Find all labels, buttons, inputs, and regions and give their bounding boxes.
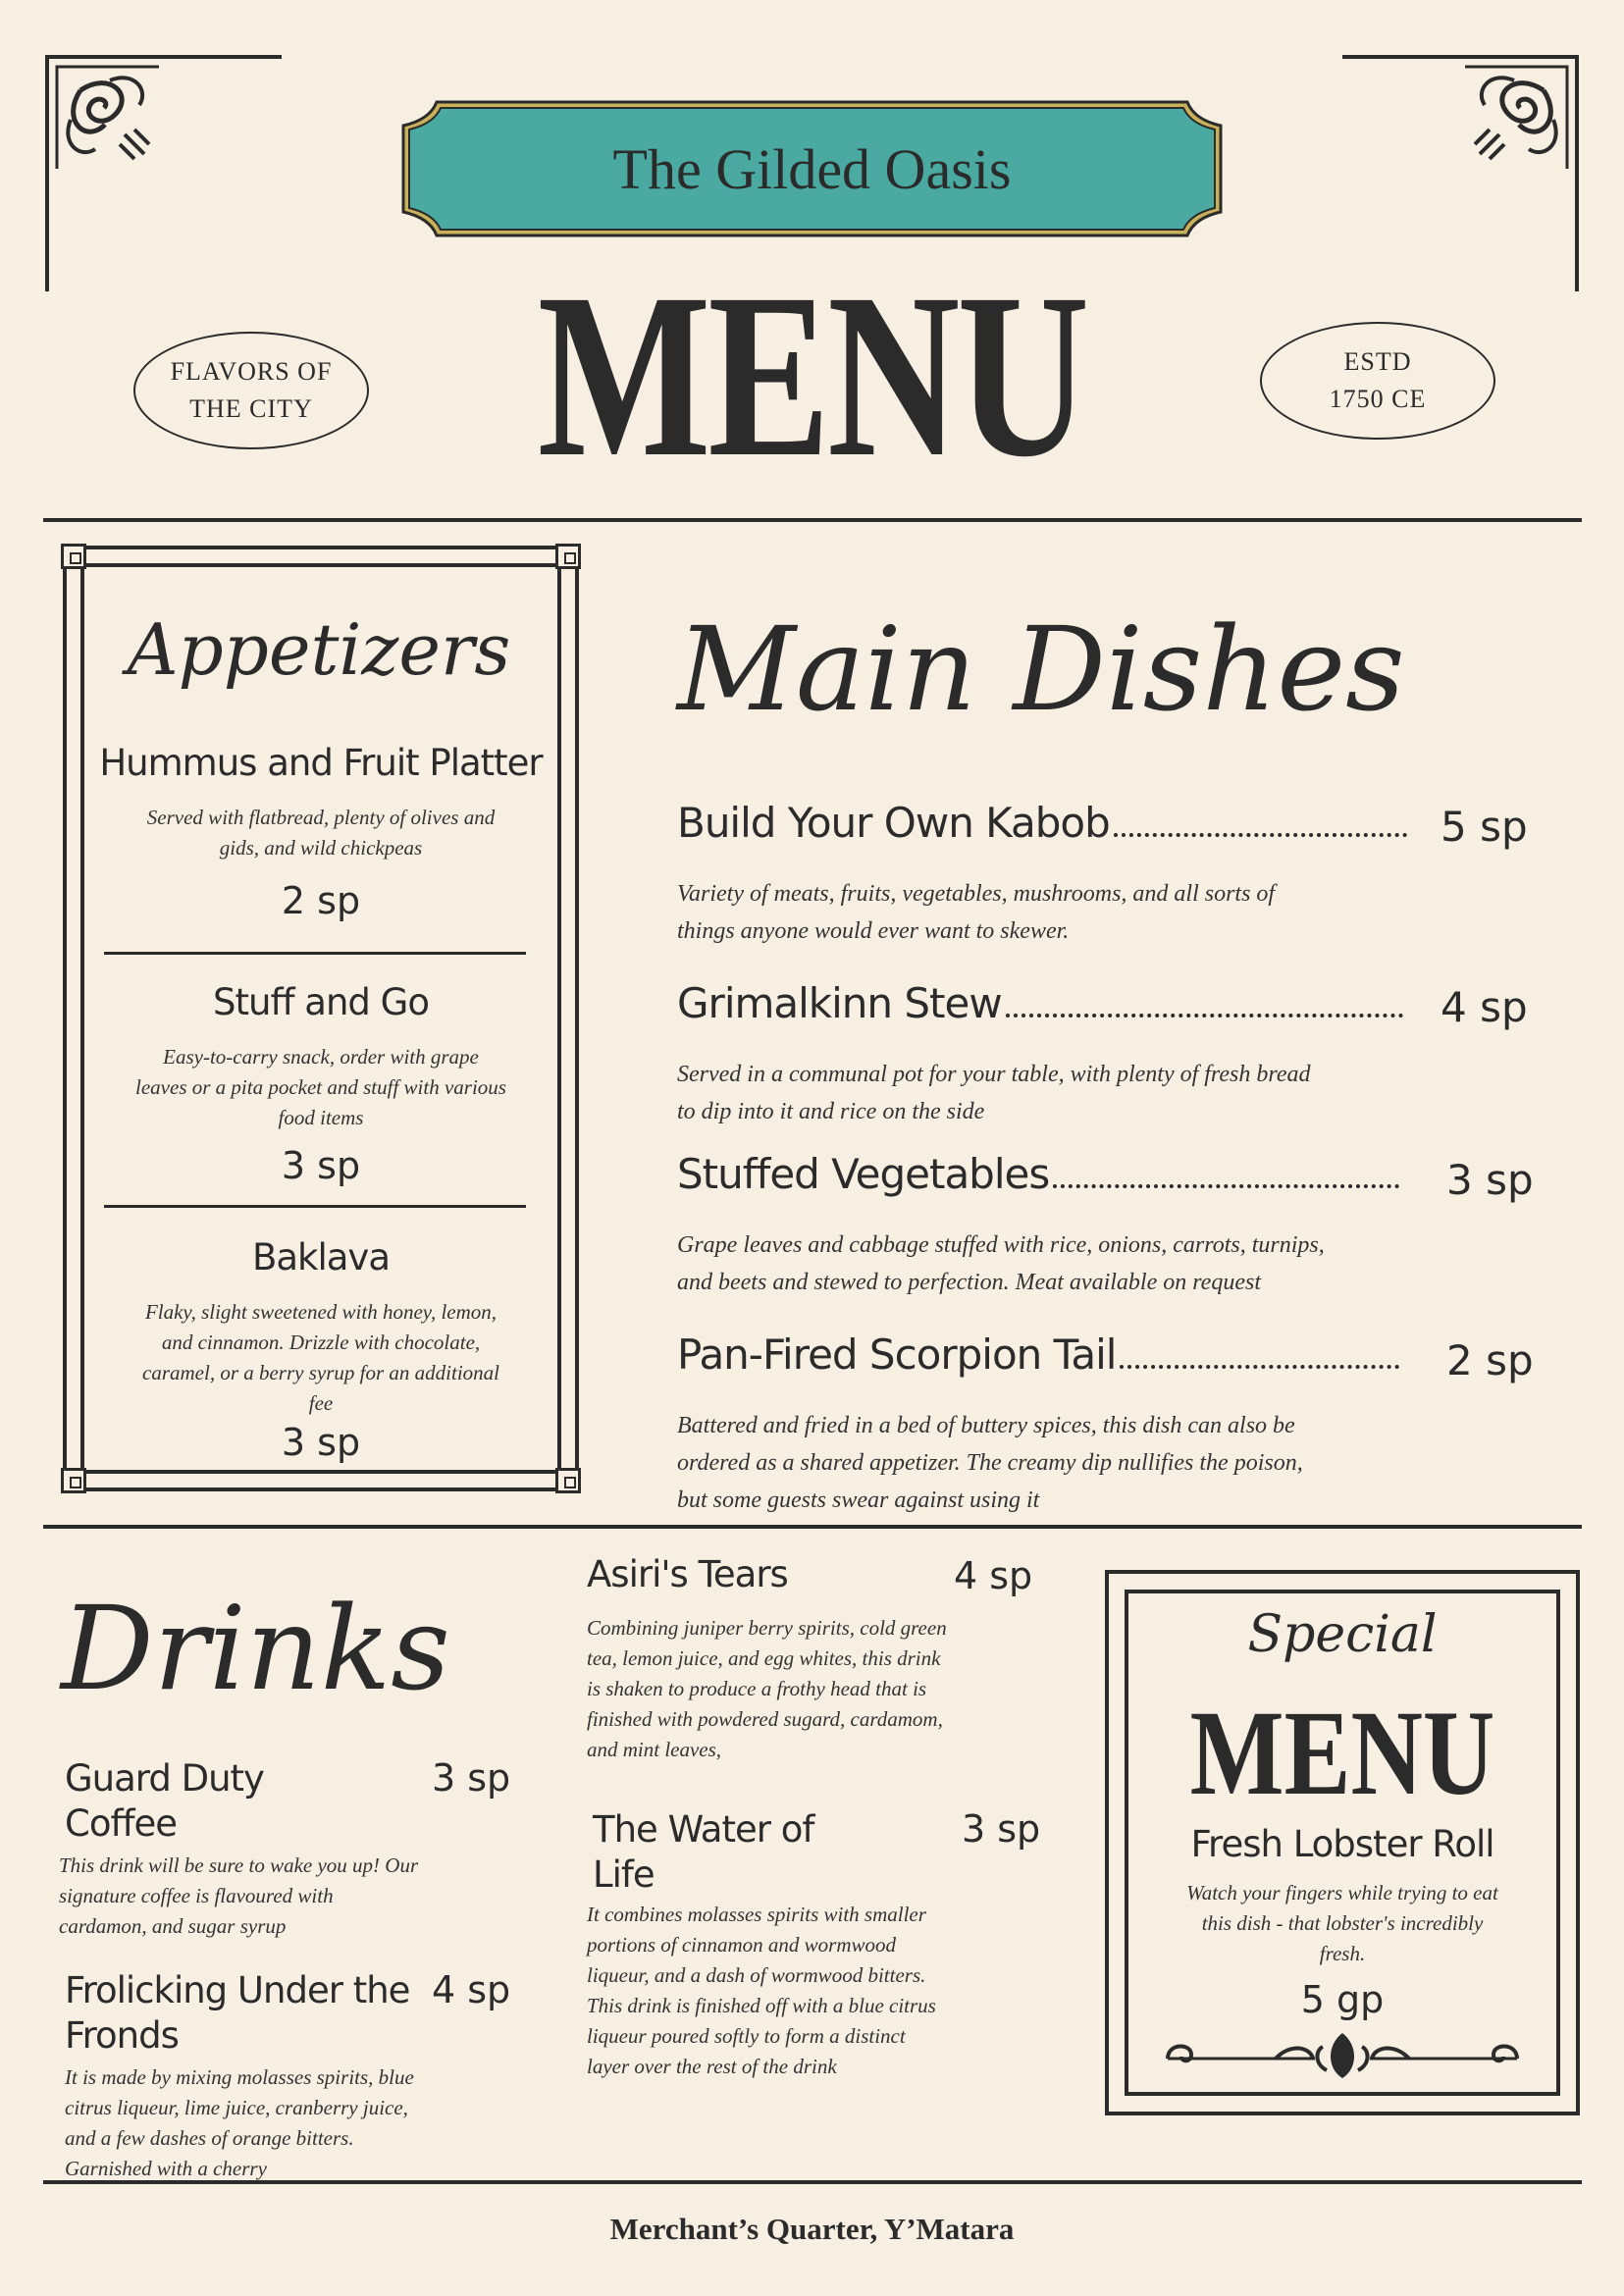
drink-name-line: Guard Duty bbox=[65, 1757, 264, 1800]
appetizer-price: 3 sp bbox=[281, 1144, 361, 1187]
left-badge bbox=[133, 332, 369, 449]
desc-line: to dip into it and rice on the side bbox=[677, 1099, 985, 1124]
drinks-heading: Drinks bbox=[61, 1581, 450, 1716]
main-dish-name: Grimalkinn Stew bbox=[677, 979, 1002, 1027]
drink-desc bbox=[59, 1851, 510, 1942]
main-dish-price: 2 sp bbox=[1446, 1336, 1534, 1384]
desc-line: Watch your fingers while trying to eat bbox=[1186, 1881, 1498, 1905]
main-dish-title bbox=[677, 799, 1415, 847]
drink-name bbox=[593, 1807, 946, 1898]
appetizer-price: 3 sp bbox=[281, 1421, 361, 1464]
corner-ornament-left-icon bbox=[41, 51, 287, 296]
frame-corner-icon bbox=[555, 544, 581, 569]
drink-desc bbox=[587, 1613, 1019, 1765]
desc-line: but some guests swear against using it bbox=[677, 1487, 1040, 1513]
desc-line: food items bbox=[278, 1106, 364, 1129]
desc-line: This drink will be sure to wake you up! Our bbox=[59, 1853, 419, 1877]
leader-dots bbox=[1006, 1014, 1403, 1018]
desc-line: Grape leaves and cabbage stuffed with rice, onions, carrots, turnips, bbox=[677, 1232, 1325, 1258]
special-item: Fresh Lobster Roll bbox=[1190, 1823, 1494, 1865]
drink-name-line: Frolicking Under the bbox=[65, 1969, 410, 2011]
desc-line: is shaken to produce a frothy head that is bbox=[587, 1677, 927, 1700]
appetizer-divider bbox=[104, 1205, 526, 1208]
drink-price: 4 sp bbox=[432, 1968, 511, 2011]
appetizer-name: Hummus and Fruit Platter bbox=[99, 742, 543, 784]
main-dish-price: 5 sp bbox=[1441, 803, 1528, 851]
desc-line: Combining juniper berry spirits, cold green bbox=[587, 1616, 947, 1640]
desc-line: layer over the rest of the drink bbox=[587, 2055, 837, 2078]
drink-price: 3 sp bbox=[432, 1756, 511, 1800]
left-badge-line-2: THE CITY bbox=[189, 394, 313, 423]
desc-line: cardamon, and sugar syrup bbox=[59, 1914, 287, 1938]
appetizer-desc bbox=[94, 1297, 548, 1419]
drink-name-line: The Water of bbox=[593, 1808, 814, 1851]
desc-line: caramel, or a berry syrup for an additional bbox=[142, 1361, 499, 1384]
main-dishes-heading: Main Dishes bbox=[677, 601, 1405, 737]
divider-bottom bbox=[43, 2180, 1582, 2184]
right-badge-line-1: ESTD bbox=[1343, 347, 1412, 376]
drink-desc bbox=[587, 1900, 1019, 2082]
appetizer-divider bbox=[104, 952, 526, 955]
desc-line: portions of cinnamon and wormwood bbox=[587, 1933, 897, 1957]
appetizer-price: 2 sp bbox=[281, 879, 361, 922]
main-dish-name: Stuffed Vegetables bbox=[677, 1150, 1050, 1198]
appetizer-name: Baklava bbox=[251, 1236, 390, 1278]
desc-line: Flaky, slight sweetened with honey, lemon, bbox=[144, 1300, 498, 1324]
drink-price: 4 sp bbox=[954, 1554, 1033, 1597]
frame-corner-icon bbox=[61, 1468, 86, 1493]
appetizers-heading: Appetizers bbox=[127, 608, 511, 691]
desc-line: Easy-to-carry snack, order with grape bbox=[163, 1045, 479, 1069]
divider-middle bbox=[43, 1525, 1582, 1529]
desc-line: liqueur poured softly to form a distinct bbox=[587, 2024, 906, 2048]
desc-line: and mint leaves, bbox=[587, 1738, 722, 1761]
desc-line: tea, lemon juice, and egg whites, this drink bbox=[587, 1646, 941, 1670]
main-dish-desc bbox=[677, 875, 1541, 950]
main-dish-name: Pan-Fired Scorpion Tail bbox=[677, 1331, 1117, 1379]
main-dish-title bbox=[677, 1331, 1407, 1379]
desc-line: and cinnamon. Drizzle with chocolate, bbox=[161, 1331, 481, 1354]
desc-line: ordered as a shared appetizer. The creamy dip nullifies the poison, bbox=[677, 1450, 1303, 1476]
desc-line: This drink is finished off with a blue citrus bbox=[587, 1994, 936, 2017]
desc-line: finished with powdered sugard, cardamom, bbox=[587, 1707, 943, 1731]
drink-name bbox=[65, 1968, 438, 2059]
page-title: MENU bbox=[537, 244, 1087, 505]
appetizer-desc bbox=[94, 803, 548, 863]
leader-dots bbox=[1114, 833, 1407, 837]
frame-corner-icon bbox=[555, 1468, 581, 1493]
divider-top bbox=[43, 518, 1582, 522]
desc-line: and a few dashes of orange bitters. bbox=[65, 2126, 354, 2150]
main-dish-title bbox=[677, 1150, 1407, 1198]
drink-name bbox=[65, 1756, 418, 1847]
left-badge-line-1: FLAVORS OF bbox=[170, 357, 333, 386]
desc-line: It combines molasses spirits with smaller bbox=[587, 1903, 926, 1926]
corner-ornament-right-icon bbox=[1337, 51, 1583, 296]
desc-line: It is made by mixing molasses spirits, blue bbox=[65, 2065, 414, 2089]
restaurant-name: The Gilded Oasis bbox=[612, 136, 1012, 201]
desc-line: Variety of meats, fruits, vegetables, mushrooms, and all sorts of bbox=[677, 881, 1276, 907]
main-dish-title bbox=[677, 979, 1411, 1027]
right-badge bbox=[1260, 322, 1495, 440]
flourish-ornament-icon bbox=[1158, 2025, 1527, 2084]
drink-name-line: Fronds bbox=[65, 2014, 179, 2057]
desc-line: fee bbox=[308, 1391, 334, 1415]
main-dish-desc bbox=[677, 1056, 1541, 1130]
main-dish-price: 3 sp bbox=[1446, 1156, 1534, 1204]
special-price: 5 gp bbox=[1300, 1978, 1385, 2021]
footer-address: Merchant’s Quarter, Y’Matara bbox=[609, 2212, 1015, 2246]
special-title: MENU bbox=[1189, 1686, 1495, 1820]
drink-name-line: Asiri's Tears bbox=[587, 1553, 788, 1595]
desc-line: Served in a communal pot for your table, with plenty of fresh bread bbox=[677, 1062, 1311, 1087]
desc-line: fresh. bbox=[1319, 1942, 1366, 1965]
desc-line: this dish - that lobster's incredibly bbox=[1201, 1911, 1484, 1935]
special-desc bbox=[1128, 1878, 1556, 1969]
drink-name-line: Coffee bbox=[65, 1802, 178, 1845]
desc-line: signature coffee is flavoured with bbox=[59, 1884, 334, 1907]
main-dish-desc bbox=[677, 1226, 1541, 1301]
right-badge-line-2: 1750 CE bbox=[1329, 385, 1427, 413]
desc-line: liqueur, and a dash of wormwood bitters. bbox=[587, 1963, 926, 1987]
main-dish-price: 4 sp bbox=[1441, 983, 1528, 1031]
desc-line: citrus liqueur, lime juice, cranberry juice, bbox=[65, 2096, 408, 2119]
main-dish-desc bbox=[677, 1407, 1541, 1519]
drink-name-line: Life bbox=[593, 1853, 655, 1896]
drink-price: 3 sp bbox=[962, 1807, 1041, 1851]
desc-line: gids, and wild chickpeas bbox=[219, 836, 423, 860]
appetizer-desc bbox=[94, 1042, 548, 1133]
desc-line: Garnished with a cherry bbox=[65, 2157, 267, 2180]
main-dish-name: Build Your Own Kabob bbox=[677, 799, 1110, 847]
desc-line: leaves or a pita pocket and stuff with various bbox=[135, 1075, 506, 1099]
appetizer-name: Stuff and Go bbox=[213, 981, 429, 1023]
desc-line: things anyone would ever want to skewer. bbox=[677, 918, 1070, 944]
drink-name bbox=[587, 1552, 940, 1597]
desc-line: Served with flatbread, plenty of olives and bbox=[146, 806, 496, 829]
leader-dots bbox=[1120, 1365, 1399, 1369]
leader-dots bbox=[1053, 1184, 1399, 1188]
drink-desc bbox=[65, 2062, 516, 2184]
desc-line: and beets and stewed to perfection. Meat available on request bbox=[677, 1270, 1261, 1295]
frame-corner-icon bbox=[61, 544, 86, 569]
special-heading: Special bbox=[1247, 1605, 1438, 1664]
desc-line: Battered and fried in a bed of buttery spices, this dish can also be bbox=[677, 1413, 1295, 1438]
